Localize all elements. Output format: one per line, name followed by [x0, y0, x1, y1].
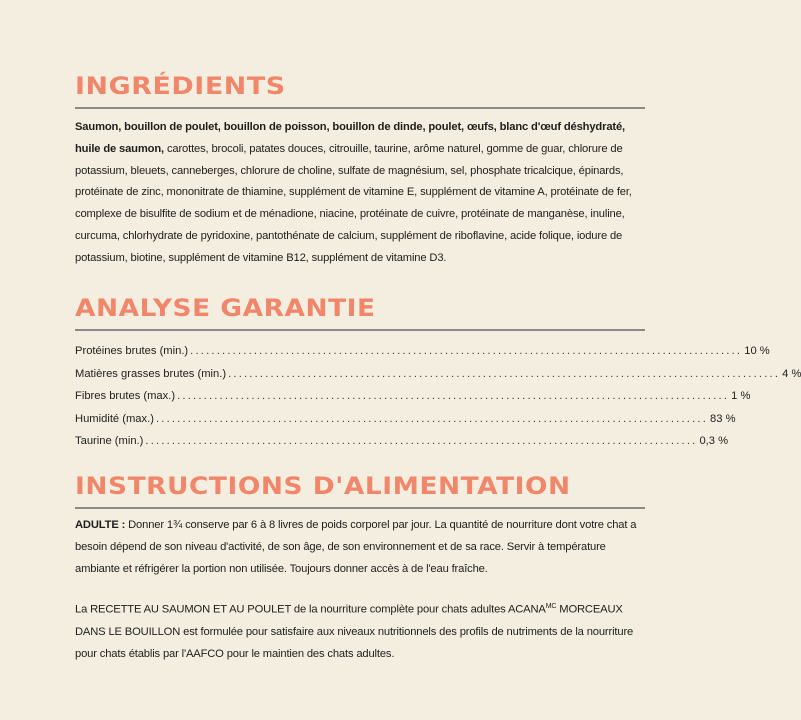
ingredients-heading: INGRÉDIENTS [75, 72, 286, 100]
feeding-heading: INSTRUCTIONS D'ALIMENTATION [75, 472, 571, 500]
analysis-label: Humidité (max.) [75, 412, 154, 425]
analysis-value: 10 % [744, 345, 770, 357]
feeding-rule [75, 507, 645, 509]
statement-part: La RECETTE AU SAUMON ET AU POULET de la nourriture complète pour chats adultes ACANA [75, 604, 546, 617]
feeding-adult-text [75, 515, 645, 580]
statement-part: MORCEAUX DANS LE BOUILLON est formulée pour satisfaire aux niveaux nutritionnels des profils de nutriments de la nourriture pour chats établis par l'AAFCO pour le maintien des chats adultes. [75, 604, 634, 660]
aafco-statement [75, 596, 645, 665]
analysis-label: Protéines brutes (min.) [75, 345, 189, 357]
analysis-row [75, 430, 729, 453]
adult-label: ADULTE : [75, 519, 126, 531]
analysis-row [75, 363, 801, 386]
dot-leader: ........................................................................................................ [145, 435, 698, 447]
analysis-row [75, 385, 751, 408]
analysis-section [75, 294, 801, 453]
dot-leader: ........................................................................................................ [228, 367, 781, 380]
analysis-value: 1 % [731, 390, 751, 402]
product-info-panel [75, 0, 801, 720]
ingredients-rule [75, 107, 645, 109]
dot-leader: ........................................................................................................ [190, 345, 743, 357]
ingredients-rest-list: carottes, brocoli, patates douces, citrouille, taurine, arôme naturel, gomme de guar, chlorure de potassium, bleuets, canneberges, chlorure de choline, sulfate de magnésium, sel, phosphate tricalcique, épinards, protéinate de zinc, mononitrate de thiamine, supplément de vitamine E, supplément de vitamine A, protéinate de fer, complexe de bisulfite de sodium et de ménadione, niacine, protéinate de cuivre, protéinate de manganèse, inuline, curcuma, chlorhydrate de pyridoxine, pantothénate de calcium, supplément de riboflavine, acide folique, iodure de potassium, biotine, supplément de vitamine B12, supplément de vitamine D3. [75, 142, 632, 264]
analysis-label: Fibres brutes (max.) [75, 390, 176, 402]
analysis-value: 83 % [710, 412, 736, 425]
ingredients-main-list: Saumon, bouillon de poulet, bouillon de poisson, bouillon de dinde, poulet, œufs, blanc d'œuf déshydraté, huile de saumon, [75, 121, 626, 155]
trademark-mark: MC [545, 603, 557, 611]
adult-instructions: Donner 1¾ conserve par 6 à 8 livres de poids corporel par jour. La quantité de nourriture dont votre chat a besoin dépend de son niveau d'activité, de son âge, de son environnement et de sa race. Servir à température ambiante et réfrigérer la portion non utilisée. Toujours donner accès à de l'eau fraîche. [75, 519, 637, 575]
analysis-heading: ANALYSE GARANTIE [75, 294, 376, 322]
analysis-row [75, 340, 770, 363]
analysis-value: 0,3 % [699, 435, 729, 447]
analysis-table [75, 340, 801, 453]
feeding-section [75, 472, 645, 666]
dot-leader: ........................................................................................................ [155, 412, 709, 425]
ingredients-section [75, 72, 645, 270]
dot-leader: ........................................................................................................ [177, 390, 730, 402]
ingredients-text [75, 117, 645, 270]
analysis-value: 4 % [782, 367, 801, 380]
analysis-label: Matières grasses brutes (min.) [75, 367, 227, 380]
analysis-row [75, 408, 736, 431]
analysis-label: Taurine (min.) [75, 435, 144, 447]
analysis-rule [75, 329, 645, 331]
